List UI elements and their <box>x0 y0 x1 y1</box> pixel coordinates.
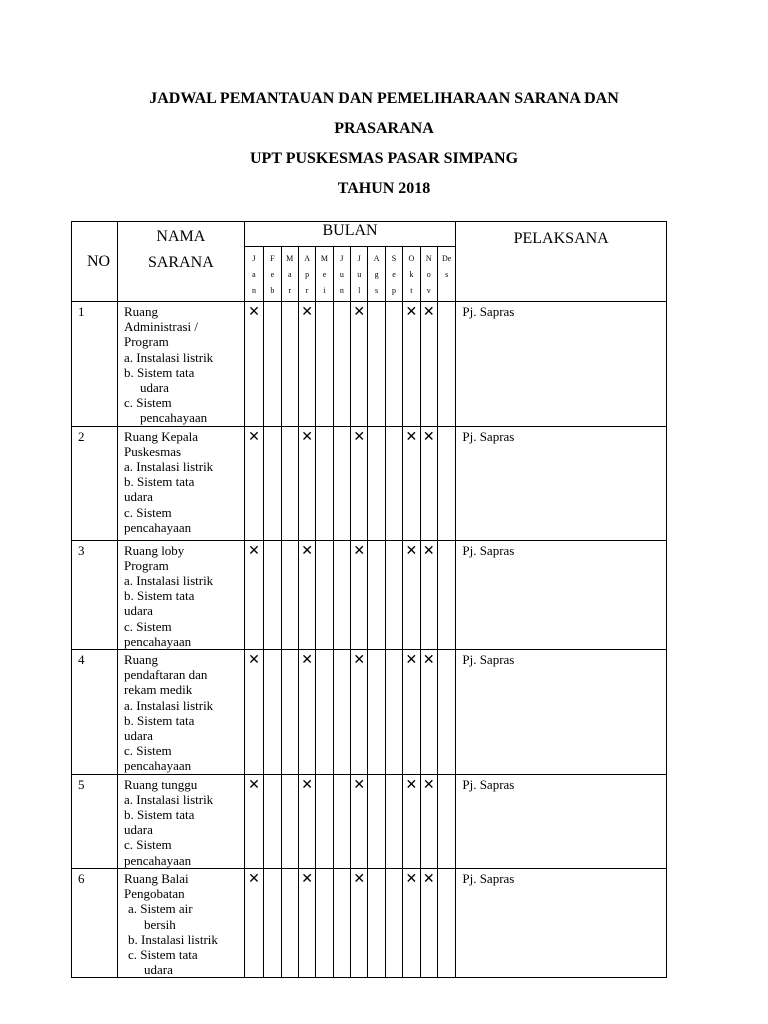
month-header <box>281 247 298 302</box>
sarana-name-line: Administrasi / <box>124 319 199 335</box>
month-cell <box>281 426 298 540</box>
sarana-name-line: c. Sistem tata <box>128 946 198 962</box>
month-letter: p <box>305 270 310 279</box>
cross-mark-icon: ✕ <box>405 543 418 559</box>
month-cell <box>403 868 420 977</box>
cross-mark-icon: ✕ <box>405 871 418 887</box>
header-nama-line-1: NAMA <box>156 228 206 245</box>
schedule-body <box>72 302 667 978</box>
month-header <box>351 247 368 302</box>
table-row <box>72 540 667 649</box>
month-cell <box>333 868 350 977</box>
month-cell <box>298 774 315 868</box>
sarana-name <box>118 868 245 977</box>
sarana-name-line: a. Instalasi listrik <box>124 573 214 589</box>
sarana-name-line: b. Sistem tata <box>124 588 195 604</box>
month-header <box>298 247 315 302</box>
month-cell <box>333 426 350 540</box>
month-header <box>420 247 437 302</box>
sarana-name-line: rekam medik <box>124 682 193 698</box>
month-cell <box>351 868 368 977</box>
document-title <box>0 84 768 204</box>
sarana-name-line: Pengobatan <box>124 886 185 902</box>
sarana-name-line: b. Sistem tata <box>124 807 195 823</box>
cross-mark-icon: ✕ <box>422 305 435 320</box>
month-cell <box>368 426 385 540</box>
month-cell <box>281 302 298 427</box>
cross-mark-icon: ✕ <box>301 653 313 669</box>
cross-mark-icon: ✕ <box>353 653 366 669</box>
sarana-name-line: pendaftaran dan <box>124 667 208 683</box>
cross-mark-icon: ✕ <box>422 777 435 793</box>
month-cell <box>437 302 455 427</box>
month-cell <box>420 540 437 649</box>
sarana-name-line: Ruang <box>124 652 158 668</box>
month-cell <box>351 774 368 868</box>
month-letter: e <box>392 270 396 279</box>
cross-mark-icon: ✕ <box>248 543 260 559</box>
month-cell <box>403 650 420 775</box>
month-header <box>437 247 455 302</box>
title-line-4: TAHUN 2018 <box>337 180 431 197</box>
header-row <box>72 222 667 247</box>
cross-mark-icon: ✕ <box>405 305 418 320</box>
sarana-name-line: pencahayaan <box>124 633 192 649</box>
month-letter: n <box>339 286 344 295</box>
cross-mark-icon: ✕ <box>405 653 418 669</box>
cross-mark-icon: ✕ <box>301 543 313 559</box>
month-letter: A <box>304 254 310 263</box>
month-letter: e <box>322 270 327 279</box>
month-cell <box>264 540 281 649</box>
month-letter: r <box>288 286 292 295</box>
cross-mark-icon: ✕ <box>422 653 435 669</box>
cross-mark-icon: ✕ <box>353 543 366 559</box>
month-cell <box>368 302 385 427</box>
cross-mark-icon: ✕ <box>405 777 418 793</box>
month-cell <box>420 868 437 977</box>
month-letter: b <box>270 286 275 295</box>
header-no: NO <box>72 222 118 302</box>
sarana-name <box>118 650 245 775</box>
month-cell <box>385 426 402 540</box>
sarana-name-line: c. Sistem <box>124 504 172 520</box>
month-cell <box>281 540 298 649</box>
month-letter: g <box>374 270 379 279</box>
sarana-name-line: b. Sistem tata <box>124 474 195 490</box>
month-cell <box>403 540 420 649</box>
month-letter: r <box>305 286 309 295</box>
table-row <box>72 650 667 775</box>
month-cell <box>420 650 437 775</box>
month-letter: A <box>373 254 380 263</box>
month-cell <box>403 426 420 540</box>
cross-mark-icon: ✕ <box>422 871 435 887</box>
month-letter: M <box>320 254 329 263</box>
month-header <box>368 247 385 302</box>
sarana-name-line: Ruang loby <box>124 542 185 558</box>
month-letter: F <box>270 254 275 263</box>
month-cell <box>403 774 420 868</box>
month-cell <box>316 540 333 649</box>
month-cell <box>385 650 402 775</box>
cross-mark-icon: ✕ <box>353 429 366 445</box>
sarana-name-line: pencahayaan <box>124 519 192 535</box>
sarana-name-line: pencahayaan <box>124 758 192 774</box>
pelaksana: Pj. Sapras <box>456 302 667 427</box>
sarana-name-line: a. Instalasi listrik <box>124 697 214 713</box>
month-cell <box>298 868 315 977</box>
month-cell <box>333 302 350 427</box>
sarana-name <box>118 774 245 868</box>
cross-mark-icon: ✕ <box>422 429 435 445</box>
row-number: 6 <box>72 868 118 977</box>
sarana-name-line: udara <box>140 380 169 396</box>
month-header <box>244 247 263 302</box>
row-number: 2 <box>72 426 118 540</box>
month-cell <box>351 650 368 775</box>
month-letter: u <box>339 270 344 279</box>
cross-mark-icon: ✕ <box>353 871 366 887</box>
row-number: 5 <box>72 774 118 868</box>
title-line-1: JADWAL PEMANTAUAN DAN PEMELIHARAAN SARANA DAN <box>149 90 619 107</box>
month-header <box>403 247 420 302</box>
table-row <box>72 302 667 427</box>
sarana-name-line: udara <box>144 962 173 978</box>
cross-mark-icon: ✕ <box>248 653 260 669</box>
month-cell <box>244 426 263 540</box>
month-cell <box>264 868 281 977</box>
month-cell <box>264 774 281 868</box>
month-cell <box>244 540 263 649</box>
month-letter: M <box>286 254 294 263</box>
sarana-name-line: a. Instalasi listrik <box>124 349 214 365</box>
sarana-name-line: a. Sistem air <box>128 901 193 917</box>
month-cell <box>281 868 298 977</box>
month-cell <box>437 650 455 775</box>
sarana-name-line: b. Instalasi listrik <box>128 931 218 947</box>
month-cell <box>264 302 281 427</box>
cross-mark-icon: ✕ <box>353 305 366 320</box>
sarana-name-line: pencahayaan <box>140 410 208 426</box>
month-cell <box>368 540 385 649</box>
month-cell <box>244 774 263 868</box>
cross-mark-icon: ✕ <box>248 429 260 445</box>
month-cell <box>368 868 385 977</box>
month-cell <box>316 774 333 868</box>
month-cell <box>333 774 350 868</box>
title-line-2: PRASARANA <box>334 120 434 137</box>
month-letter: i <box>323 286 326 295</box>
sarana-name-line: udara <box>124 603 153 619</box>
sarana-name-line: Program <box>124 334 169 350</box>
month-letter: N <box>425 254 432 263</box>
month-cell <box>333 540 350 649</box>
month-letter: O <box>408 254 415 263</box>
month-cell <box>281 774 298 868</box>
month-letter: k <box>409 270 414 279</box>
month-cell <box>244 868 263 977</box>
sarana-name-line: b. Sistem tata <box>124 364 195 380</box>
table-row <box>72 426 667 540</box>
month-letter: t <box>410 286 413 295</box>
month-cell <box>298 540 315 649</box>
header-bulan: BULAN <box>244 222 456 247</box>
sarana-name-line: a. Instalasi listrik <box>124 791 214 807</box>
month-letter: e <box>270 270 275 279</box>
cross-mark-icon: ✕ <box>422 543 435 559</box>
header-pelaksana: PELAKSANA <box>456 222 667 302</box>
month-letter: a <box>252 270 256 279</box>
month-cell <box>316 868 333 977</box>
sarana-name-line: c. Sistem <box>124 837 172 853</box>
month-cell <box>264 426 281 540</box>
month-header <box>316 247 333 302</box>
month-cell <box>385 868 402 977</box>
schedule-table <box>71 221 667 978</box>
month-cell <box>368 650 385 775</box>
month-cell <box>316 426 333 540</box>
header-nama-sarana <box>118 222 245 302</box>
month-letter: s <box>375 286 379 295</box>
cross-mark-icon: ✕ <box>301 429 313 445</box>
month-letter: p <box>391 286 396 295</box>
sarana-name-line: udara <box>124 822 153 838</box>
month-letter: l <box>358 286 361 295</box>
month-cell <box>437 774 455 868</box>
sarana-name-line: Ruang <box>124 304 158 319</box>
month-letter: u <box>357 270 362 279</box>
month-letter: v <box>426 286 431 295</box>
sarana-name-line: Ruang Balai <box>124 870 189 886</box>
cross-mark-icon: ✕ <box>248 305 260 320</box>
pelaksana: Pj. Sapras <box>456 540 667 649</box>
sarana-name-line: Ruang tunggu <box>124 776 198 792</box>
month-letter: J <box>357 254 361 263</box>
month-cell <box>351 540 368 649</box>
month-cell <box>281 650 298 775</box>
month-cell <box>333 650 350 775</box>
month-cell <box>316 650 333 775</box>
cross-mark-icon: ✕ <box>353 777 366 793</box>
month-letter: s <box>445 270 449 279</box>
month-letter: a <box>287 270 292 279</box>
month-header <box>333 247 350 302</box>
row-number: 4 <box>72 650 118 775</box>
header-nama-line-2: SARANA <box>147 254 214 271</box>
month-cell <box>403 302 420 427</box>
month-letter: J <box>252 254 256 263</box>
sarana-name-line: a. Instalasi listrik <box>124 459 214 475</box>
cross-mark-icon: ✕ <box>405 429 418 445</box>
pelaksana: Pj. Sapras <box>456 868 667 977</box>
month-cell <box>298 650 315 775</box>
month-letter: o <box>426 270 431 279</box>
sarana-name-line: bersih <box>144 916 176 932</box>
month-cell <box>298 426 315 540</box>
sarana-name-line: pencahayaan <box>124 852 192 868</box>
month-cell <box>316 302 333 427</box>
month-letter: n <box>251 286 256 295</box>
month-cell <box>244 302 263 427</box>
sarana-name-line: c. Sistem <box>124 395 172 411</box>
sarana-name <box>118 426 245 540</box>
month-letter: J <box>340 254 344 263</box>
month-cell <box>420 302 437 427</box>
sarana-name-line: Ruang Kepala <box>124 428 199 444</box>
month-cell <box>420 426 437 540</box>
sarana-name-line: Puskesmas <box>124 443 182 459</box>
pelaksana: Pj. Sapras <box>456 426 667 540</box>
row-number: 1 <box>72 302 118 427</box>
month-cell <box>351 302 368 427</box>
month-cell <box>420 774 437 868</box>
month-cell <box>437 540 455 649</box>
sarana-name-line: b. Sistem tata <box>124 712 195 728</box>
month-letter: S <box>391 254 397 263</box>
table-row <box>72 774 667 868</box>
sarana-name-line: udara <box>124 489 153 505</box>
title-line-3: UPT PUSKESMAS PASAR SIMPANG <box>249 150 519 167</box>
pelaksana: Pj. Sapras <box>456 650 667 775</box>
month-cell <box>298 302 315 427</box>
month-cell <box>368 774 385 868</box>
cross-mark-icon: ✕ <box>301 305 313 320</box>
sarana-name-line: udara <box>124 728 153 744</box>
sarana-name-line: c. Sistem <box>124 743 172 759</box>
sarana-name <box>118 540 245 649</box>
sarana-name <box>118 302 245 427</box>
month-cell <box>351 426 368 540</box>
month-cell <box>244 650 263 775</box>
month-cell <box>385 302 402 427</box>
pelaksana: Pj. Sapras <box>456 774 667 868</box>
cross-mark-icon: ✕ <box>301 871 313 887</box>
row-number: 3 <box>72 540 118 649</box>
cross-mark-icon: ✕ <box>301 777 313 793</box>
month-cell <box>437 868 455 977</box>
month-letter: De <box>441 254 452 263</box>
month-cell <box>385 540 402 649</box>
month-cell <box>437 426 455 540</box>
cross-mark-icon: ✕ <box>248 871 260 887</box>
month-header <box>264 247 281 302</box>
table-row <box>72 868 667 977</box>
month-header <box>385 247 402 302</box>
sarana-name-line: c. Sistem <box>124 618 172 634</box>
month-cell <box>264 650 281 775</box>
cross-mark-icon: ✕ <box>248 777 260 793</box>
sarana-name-line: Program <box>124 557 169 573</box>
month-cell <box>385 774 402 868</box>
